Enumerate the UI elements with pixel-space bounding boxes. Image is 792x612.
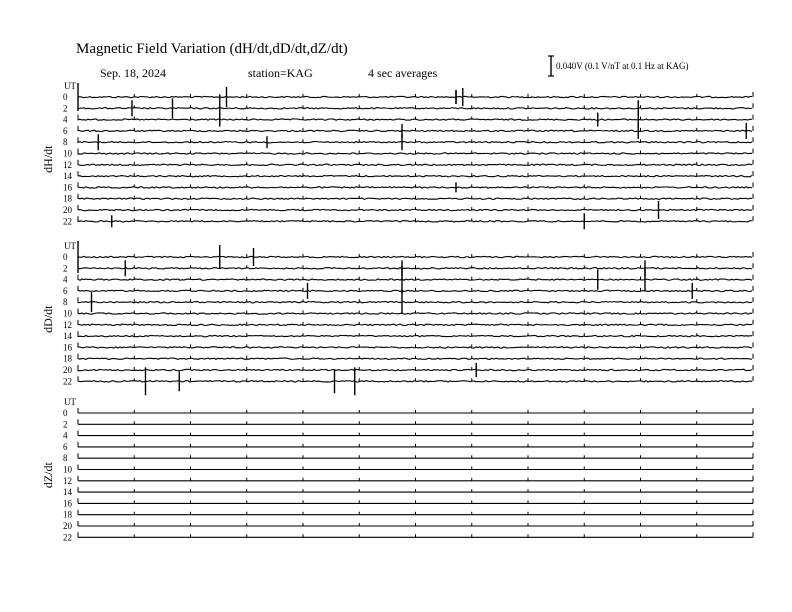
hour-tick-label: 2 (63, 263, 68, 274)
hour-tick-label: 16 (63, 498, 72, 509)
hour-tick-label: 6 (63, 285, 68, 296)
station-label: station=KAG (248, 66, 313, 80)
panels-group (41, 81, 753, 542)
hour-tick-label: 4 (63, 114, 68, 125)
hour-tick-label: 4 (63, 430, 68, 441)
hour-tick-label: 6 (63, 125, 68, 136)
hour-tick-label: 8 (63, 137, 68, 148)
panel-0 (41, 81, 753, 229)
hour-tick-label: 16 (63, 342, 72, 353)
hour-tick-label: 14 (63, 331, 72, 342)
hour-tick-label: 20 (63, 205, 72, 215)
hour-tick-label: 4 (63, 274, 68, 285)
hour-tick-label: 12 (63, 475, 72, 486)
hour-tick-label: 22 (63, 532, 72, 543)
hour-tick-label: 14 (63, 487, 72, 498)
hour-tick-label: 6 (63, 441, 68, 452)
hour-tick-label: 2 (63, 419, 68, 430)
hour-tick-label: 16 (63, 182, 72, 193)
hour-tick-label: 18 (63, 509, 72, 520)
averaging-label: 4 sec averages (368, 66, 438, 80)
panel-2 (41, 397, 753, 542)
hour-tick-label: 10 (63, 464, 72, 475)
chart-title: Magnetic Field Variation (dH/dt,dD/dt,dZ/dt) (76, 41, 348, 57)
hour-tick-label: 0 (63, 408, 68, 418)
hour-tick-label: 18 (63, 353, 72, 364)
hour-tick-label: 12 (63, 319, 72, 330)
scale-note: 0.040V (0.1 V/nT at 0.1 Hz at KAG) (556, 61, 689, 71)
hour-tick-label: 8 (63, 297, 68, 308)
panel-axis-label: dH/dt (41, 145, 55, 173)
hour-tick-label: 12 (63, 159, 72, 170)
ut-label: UT (64, 81, 76, 91)
hour-tick-label: 0 (63, 252, 68, 262)
ut-label: UT (64, 397, 76, 407)
hour-tick-label: 22 (63, 376, 72, 387)
panel-axis-label: dD/dt (41, 305, 55, 333)
hour-tick-label: 20 (63, 521, 72, 531)
date-label: Sep. 18, 2024 (100, 66, 166, 80)
hour-tick-label: 8 (63, 453, 68, 464)
hour-tick-label: 2 (63, 103, 68, 114)
panel-1 (41, 241, 753, 395)
hour-tick-label: 0 (63, 92, 68, 102)
hour-tick-label: 10 (63, 308, 72, 319)
hour-tick-label: 18 (63, 193, 72, 204)
hour-tick-label: 10 (63, 148, 72, 159)
ut-label: UT (64, 241, 76, 251)
panel-axis-label: dZ/dt (41, 462, 55, 489)
hour-tick-label: 22 (63, 216, 72, 227)
scale-bar (548, 56, 554, 76)
hour-tick-label: 20 (63, 365, 72, 375)
hour-tick-label: 14 (63, 171, 72, 182)
